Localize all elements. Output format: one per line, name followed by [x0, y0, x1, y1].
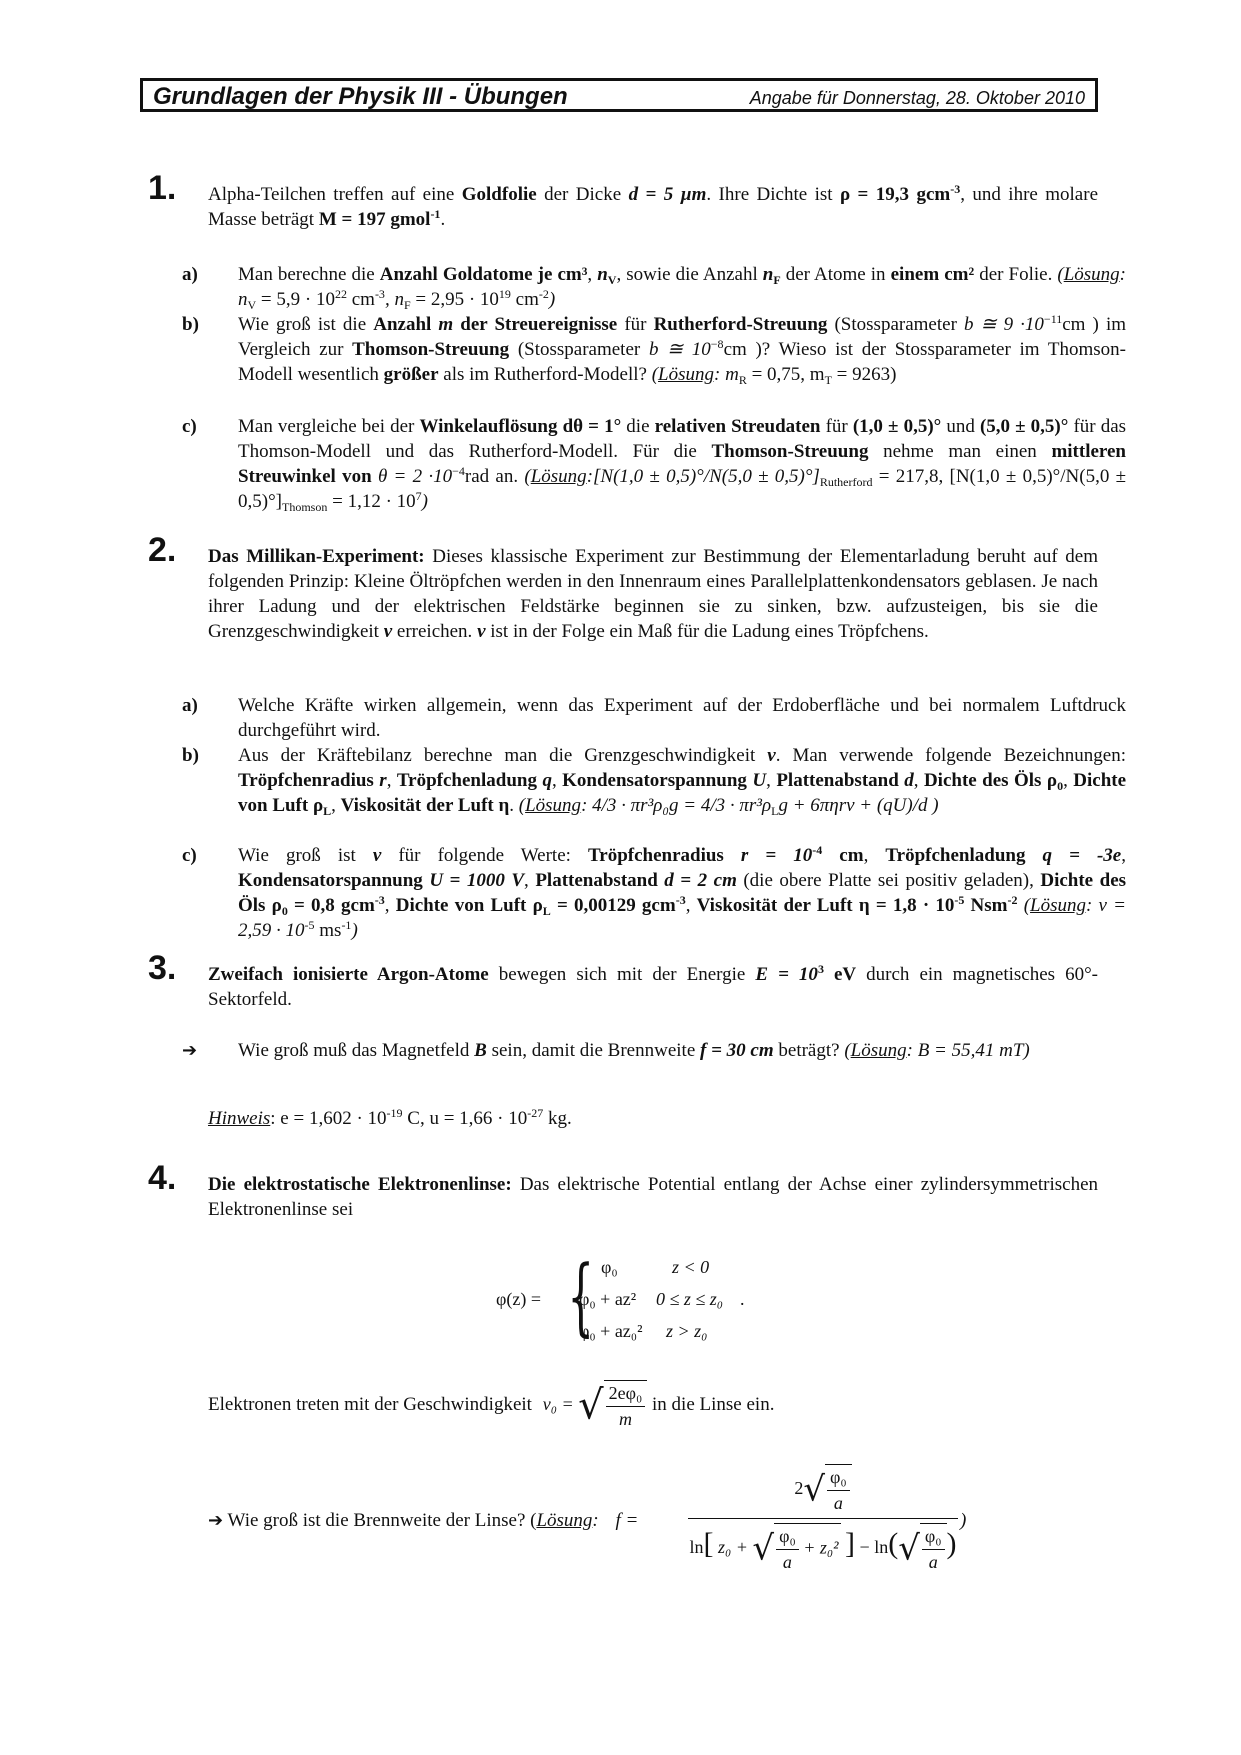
- arrow-right-icon: ➔: [208, 1510, 224, 1531]
- problem-2c: c) Wie groß ist v für folgende Werte: Tröpfchenradius $r = 10^{-4}$ cm, Tröpfchenladung q = -3e, Kondensatorspannung U = 1000 V, Plattenabstand d = 2 cm (die obere Platte sei positiv geladen), Dichte des Öls $\rho_0 = 0,8$ gcm$^{-3}$, Dichte von Luft $\rho_L = 0,00129$ gcm$^{-3}$, Viskosität der Luft $\eta = 1,8 \cdot 10^{-5}$ Nsm$^{-2}$ (Lösung: $v = 2,59 \cdot 10^{-5}$ $ms^{-1}$): [182, 843, 1127, 941]
- problem-3-number: 3.: [148, 949, 177, 987]
- arrow-right-icon: ➔: [182, 1040, 198, 1061]
- potential-formula: φ(z) = { φ₀ z < 0 φ₀ + az² 0 ≤ z ≤ z₀ . φ₀ + az₀² z > z₀: [496, 1247, 745, 1345]
- page-header: [140, 78, 1098, 112]
- problem-1-intro: Alpha-Teilchen treffen auf eine Goldfolie der Dicke d = 5 µm. Ihre Dichte ist ρ = 19,3 gcm$^{-3}$, und ihre molare Masse beträgt M = 197 gmol$^{-1}$.: [208, 182, 1098, 230]
- problem-4-number: 4.: [148, 1159, 177, 1197]
- header-date: Angabe für Donnerstag, 28. Oktober 2010: [749, 88, 1085, 108]
- problem-2b: b) Aus der Kräftebilanz berechne man die Grenzgeschwindigkeit v. Man verwende folgende Bezeichnungen: Tröpfchenradius r, Tröpfchenladung q, Kondensatorspannung U, Plattenabstand d, Dichte des Öls $\rho_0$, Dichte von Luft $\rho_L$, Viskosität der Luft η. (Lösung: $4/3 \cdot \pi r^3\rho_0g = 4/3 \cdot \pi r^3\rho_Lg + 6\pi\eta rv + (qU)/d$ ): [182, 745, 1127, 818]
- focal-length-fraction: 2√ $\frac{\text{φ₀}}{a}$ ln[ z₀ + √ $\frac{\text{φ₀}}{a}$ + z₀² ] − ln(√ $\frac{\text{φ₀}}{a}$ ): [688, 1464, 958, 1575]
- problem-3-hint: Hinweis: $e = 1,602 \cdot 10^{-19}$ C, $u = 1,66 \cdot 10^{-27}$ kg.: [208, 1106, 572, 1129]
- problem-4-v0-line: Elektronen treten mit der Geschwindigkeit v₀ = √ $\frac{\text{2eφ₀}}{m}$ in die Linse ein.: [208, 1380, 774, 1432]
- problem-2-intro: Das Millikan-Experiment: Dieses klassische Experiment zur Bestimmung der Elementarladung beruht auf dem folgenden Prinzip: Kleine Öltröpfchen werden in den Innenraum eines Parallelplattenkondensators geblasen. Je nach ihrer Ladung und der elektrischen Feldstärke beginnen sie zu sinken, bzw. aufzusteigen, bis sie die Grenzgeschwindigkeit v erreichen. v ist in der Folge ein Maß für die Ladung eines Tröpfchens.: [208, 546, 1098, 642]
- problem-1b: b) Wie groß ist die Anzahl m der Streuereignisse für Rutherford-Streuung (Stossparameter b ≅ $9 \cdot 10^{-11}cm$ ) im Vergleich zur Thomson-Streuung (Stossparameter b ≅ $10^{-8}cm$ )? Wieso ist der Stossparameter im Thomson-Modell wesentlich größer als im Rutherford-Modell? (Lösung: $m_R = 0,75$, $m_T = 9263$): [182, 312, 1127, 387]
- problem-1-number: 1.: [148, 169, 177, 207]
- problem-2-number: 2.: [148, 531, 177, 569]
- problem-4-question: ➔ Wie groß ist die Brennweite der Linse? (Lösung: f = 2√ $\frac{\text{φ₀}}{a}$ ln[ z₀ + √ $\frac{\text{φ₀}}{a}$ + z₀² ] − ln(√ $\frac{\text{φ₀}}{a}$ ) ): [208, 1468, 1008, 1588]
- problem-1a: a) Man berechne die Anzahl Goldatome je cm³, $n_V$, sowie die Anzahl $n_F$ der Atome in einem cm² der Folie. (Lösung: $n_V = 5,9 \cdot 10^{22}$ $cm^{-3}$, $n_F = 2,95 \cdot 10^{19}$ $cm^{-2}$): [182, 264, 1126, 312]
- problem-3-intro: Zweifach ionisierte Argon-Atome bewegen sich mit der Energie $E = 10^3$ eV durch ein magnetisches 60°-Sektorfeld.: [208, 962, 1098, 1010]
- header-title: Grundlagen der Physik III - Übungen: [153, 83, 568, 110]
- problem-2a: a) Welche Kräfte wirken allgemein, wenn das Experiment auf der Erdoberfläche und bei normalem Luftdruck durchgeführt wird.: [182, 695, 1126, 741]
- problem-3-question: ➔ Wie groß muß das Magnetfeld B sein, damit die Brennweite f = 30 cm beträgt? (Lösung: B = 55,41 mT): [182, 1040, 1030, 1061]
- problem-1c: c) Man vergleiche bei der Winkelauflösung dθ = 1° die relativen Streudaten für (1,0 ± 0,5)° und (5,0 ± 0,5)° für das Thomson-Modell und das Rutherford-Modell. Für die Thomson-Streuung nehme man einen mittleren Streuwinkel von $\theta = 2 \cdot 10^{-4}rad$ an. (Lösung:[N(1,0 ± $0,5)^\circ/N(5,0 \pm 0,5)^\circ]_{Rutherford} = 217,8$, $[N(1,0 \pm 0,5)^\circ/N(5,0 \pm 0,5)^\circ]_{Thomson} = 1,12 \cdot 10^7$): [182, 416, 1127, 514]
- problem-4-intro: Die elektrostatische Elektronenlinse: Das elektrische Potential entlang der Achse einer zylindersymmetrischen Elektronenlinse sei: [208, 1174, 1098, 1220]
